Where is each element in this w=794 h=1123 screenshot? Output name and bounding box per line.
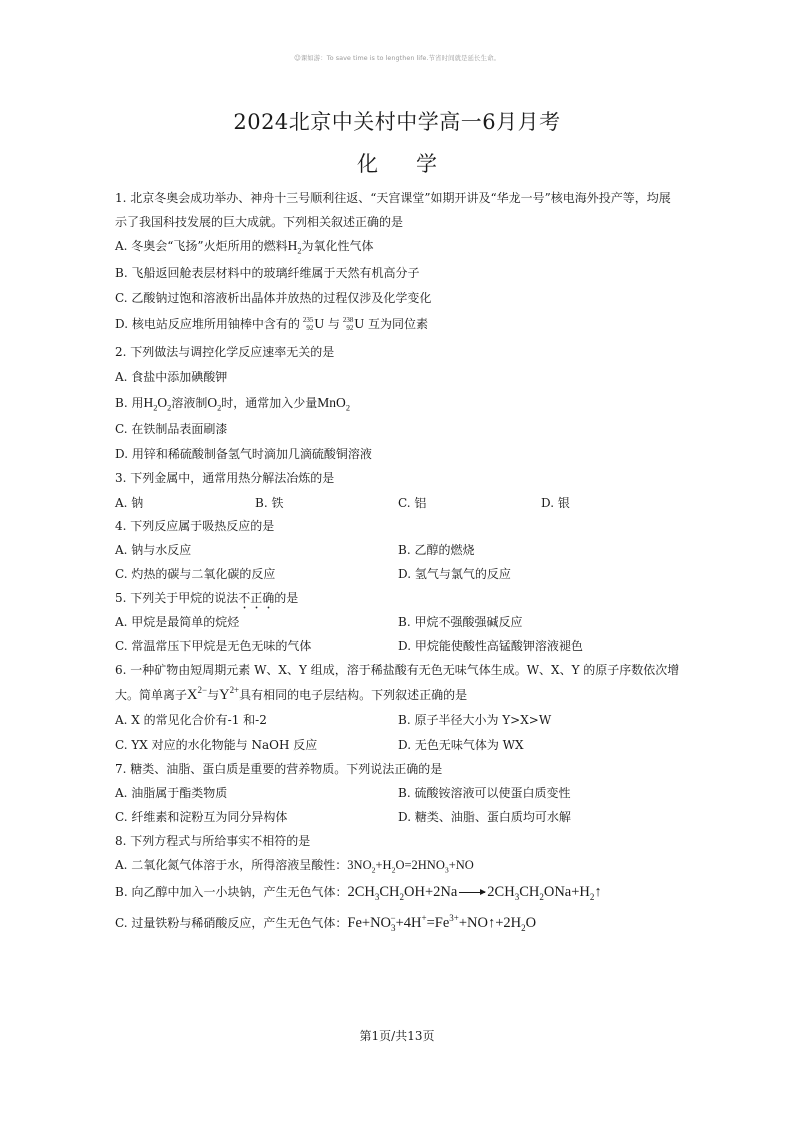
isotope-u235: 235 92 [302, 316, 314, 332]
q6-option-c: C. YX 对应的水化物能与 NaOH 反应 [115, 738, 318, 752]
q6-options-row-1 [115, 712, 552, 728]
q4-option-b: B. 乙醇的燃烧 [398, 543, 475, 557]
q6-stem-line-1: 6. 一种矿物由短周期元素 W、X、Y 组成，溶于稀盐酸有无色无味气体生成。W、X、Y 的原子序数依次增 [115, 663, 680, 677]
q7-option-c: C. 纤维素和淀粉互为同分异构体 [115, 810, 288, 824]
q5-stem-post: 的是 [274, 591, 299, 605]
q1-option-a [115, 238, 374, 254]
mno2-formula: MnO$_2$ [317, 395, 350, 413]
watermark: ☺课如游：To save time is to lengthen life.节省时间就是延长生命。 [294, 54, 500, 62]
q6-stem-line-2 [115, 687, 467, 703]
q1-d-mid: 与 [327, 317, 340, 331]
q7-option-d: D. 糖类、油脂、蛋白质均可水解 [398, 810, 571, 824]
q1-a-text-post: 为氧化性气体 [301, 239, 374, 253]
q8-option-c [115, 915, 536, 931]
q2-option-c: C. 在铁制品表面刷漆 [115, 422, 228, 436]
q1-stem-line-2: 示了我国科技发展的巨大成就。下列相关叙述正确的是 [115, 215, 404, 229]
q6-option-b: B. 原子半径大小为 Y>X>W [398, 713, 552, 727]
q6-options-row-2 [115, 737, 524, 753]
q6-option-d: D. 无色无味气体为 WX [398, 738, 524, 752]
subject-char-2: 学 [416, 152, 437, 176]
q2-stem: 2. 下列做法与调控化学反应速率无关的是 [115, 345, 335, 359]
q1-option-d [115, 316, 428, 332]
q7-stem: 7. 糖类、油脂、蛋白质是重要的营养物质。下列说法正确的是 [115, 762, 443, 776]
q7-option-a: A. 油脂属于酯类物质 [115, 786, 228, 800]
q8-b-text: B. 向乙醇中加入一小块钠，产生无色气体： [115, 885, 348, 899]
ion-y: $Y^{2+}$ [219, 685, 240, 703]
q7-options-row-1 [115, 785, 571, 801]
q8-c-equation: $Fe+NO_3^-+4H^+=Fe^{3+}+NO↑+2H_2O$ [347, 913, 537, 933]
subject-title [0, 148, 794, 178]
q8-option-a [115, 857, 474, 873]
q6-stem-mid: 与 [207, 688, 220, 702]
q1-option-b: B. 飞船返回舱表层材料中的玻璃纤维属于天然有机高分子 [115, 266, 420, 280]
q1-d-post: 互为同位素 [368, 317, 429, 331]
h2o2-formula: $H_2O_2$ [143, 395, 172, 413]
q8-option-b [115, 884, 602, 900]
q6-option-a: A. X 的常见化合价有-1 和-2 [115, 713, 267, 727]
page-footer: 第1页/共13页 [359, 1029, 435, 1043]
q5-option-c: C. 常温常压下甲烷是无色无味的气体 [115, 639, 312, 653]
q5-options-row-2 [115, 638, 583, 654]
q3-stem: 3. 下列金属中，通常用热分解法冶炼的是 [115, 471, 335, 485]
q2-b-text: B. 用 [115, 396, 144, 410]
q3-option-b: B. 铁 [255, 496, 284, 510]
q4-options-row-2 [115, 566, 511, 582]
isotope-u238-symbol: U [354, 316, 365, 331]
q5-stem-pre: 5. 下列关于甲烷的说法 [115, 591, 239, 605]
q4-options-row-1 [115, 542, 475, 558]
q6-stem-pre: 大。简单离子 [115, 688, 188, 702]
q3-option-a: A. 钠 [115, 496, 144, 510]
q2-option-d: D. 用锌和稀硫酸制备氢气时滴加几滴硫酸铜溶液 [115, 447, 372, 461]
q2-b-mid1: 溶液制 [171, 396, 208, 410]
q8-a-text: A. 二氧化氮气体溶于水，所得溶液呈酸性： [115, 858, 348, 872]
page-title: 2024北京中关村中学高一6月月考 [233, 110, 561, 134]
q1-a-formula: $H_2$ [287, 238, 302, 256]
q2-b-mid2: 时，通常加入少量 [221, 396, 318, 410]
ion-x: $X^{2-}$ [187, 685, 208, 703]
isotope-u235-symbol: U [314, 316, 325, 331]
q6-stem-post: 具有相同的电子层结构。下列叙述正确的是 [239, 688, 468, 702]
q8-a-equation: $3NO_2+H_2O=2HNO_3+NO$ [347, 858, 474, 875]
q3-option-d: D. 银 [541, 496, 570, 510]
q4-option-c: C. 灼热的碳与二氧化碳的反应 [115, 567, 276, 581]
q2-option-b [115, 395, 350, 411]
q2-option-a: A. 食盐中添加碘酸钾 [115, 370, 228, 384]
isotope-u238: 238 92 [342, 316, 354, 332]
q7-option-b: B. 硫酸铵溶液可以使蛋白质变性 [398, 786, 571, 800]
q4-stem: 4. 下列反应属于吸热反应的是 [115, 519, 275, 533]
q4-option-d: D. 氢气与氯气的反应 [398, 567, 511, 581]
q7-options-row-2 [115, 809, 571, 825]
q5-option-b: B. 甲烷不强酸强碱反应 [398, 615, 523, 629]
subject-char-1: 化 [357, 152, 378, 176]
q5-stem [115, 590, 298, 612]
q1-option-c: C. 乙酸钠过饱和溶液析出晶体并放热的过程仅涉及化学变化 [115, 291, 432, 305]
q1-stem-line-1: 1. 北京冬奥会成功举办、神舟十三号顺利往返、“天宫课堂”如期开讲及“华龙一号”核电海外投产等，均展 [115, 191, 671, 205]
q5-option-d: D. 甲烷能使酸性高锰酸钾溶液褪色 [398, 639, 583, 653]
q4-option-a: A. 钠与水反应 [115, 543, 192, 557]
q8-b-equation: $2CH_3CH_2OH+2Na$ $2CH_3CH_2ONa+H_2↑$ [347, 884, 602, 902]
q3-options [115, 495, 570, 511]
q8-stem: 8. 下列方程式与所给事实不相符的是 [115, 834, 311, 848]
q5-stem-emphasis: 不正确 [238, 591, 275, 605]
q3-option-c: C. 铝 [398, 496, 427, 510]
q8-c-text: C. 过量铁粉与稀硝酸反应，产生无色气体： [115, 916, 348, 930]
o2-formula: $O_2$ [207, 395, 222, 413]
reaction-arrow-icon [459, 892, 485, 893]
q1-d-text: D. 核电站反应堆所用铀棒中含有的 [115, 317, 300, 331]
q5-option-a: A. 甲烷是最简单的烷烃 [115, 615, 240, 629]
q1-a-text: A. 冬奥会“飞扬”火炬所用的燃料 [115, 239, 288, 253]
q5-options-row-1 [115, 614, 523, 630]
